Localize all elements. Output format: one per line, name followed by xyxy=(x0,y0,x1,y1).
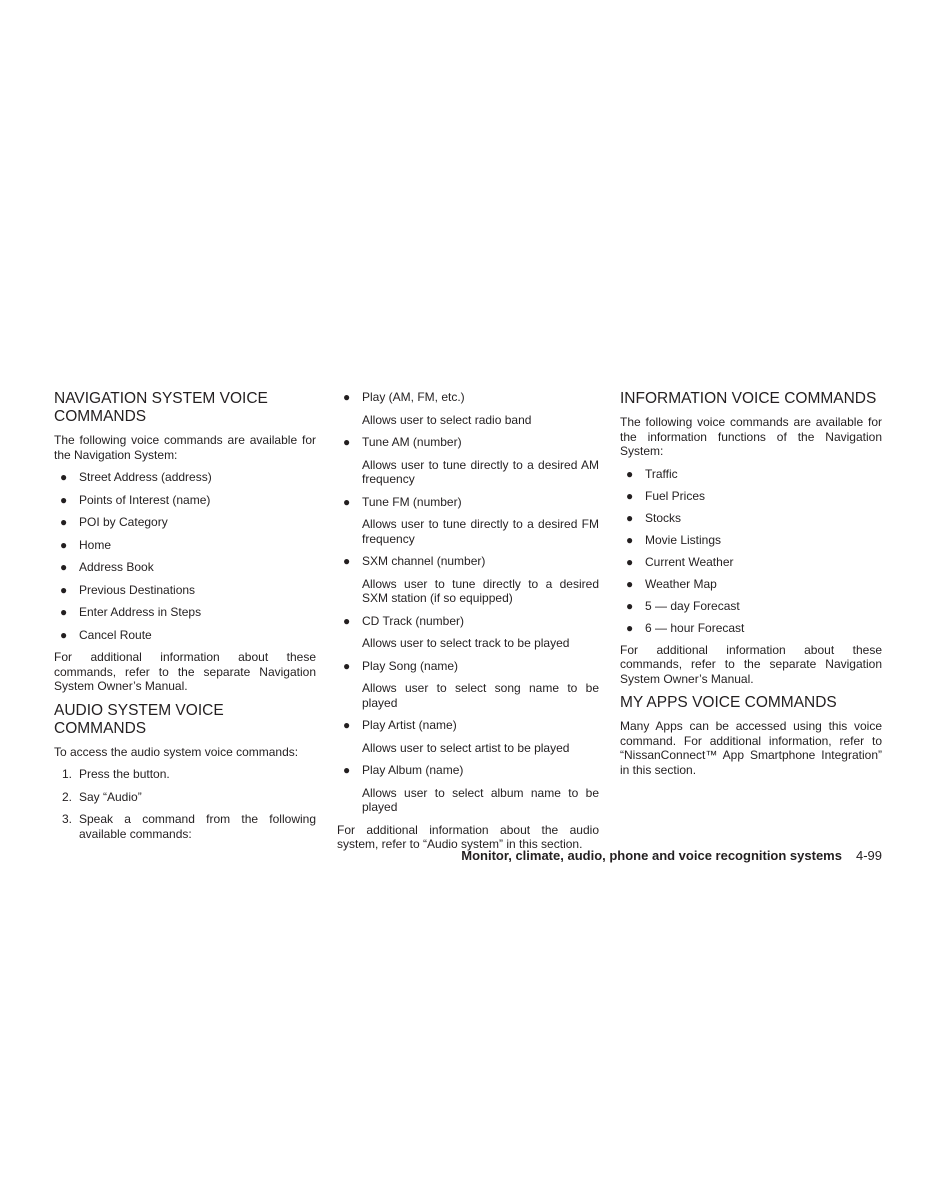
page-footer xyxy=(461,847,882,865)
bullet-icon: ● xyxy=(60,515,68,529)
list-item: ● Previous Destinations xyxy=(60,582,196,597)
nav-note: For additional information about these commands, refer to the separate Navigation System Owner’s Manual. xyxy=(54,650,316,693)
list-item: ● SXM channel (number) xyxy=(343,554,486,568)
list-item: ● Movie Listings xyxy=(626,532,722,547)
bullet-icon: ● xyxy=(60,537,68,552)
column-left xyxy=(54,390,316,849)
command-description: Allows user to select song name to be played xyxy=(362,681,599,710)
command-description: Allows user to select radio band xyxy=(362,412,532,427)
audio-note: For additional information about the audio system, refer to “Audio system” in this section. xyxy=(337,822,599,851)
list-item: ● Weather Map xyxy=(626,576,717,591)
audio-intro: To access the audio system voice commands: xyxy=(54,744,299,759)
command-description: Allows user to select artist to be played xyxy=(362,740,570,755)
footer-title: Monitor, climate, audio, phone and voice recognition systems xyxy=(461,848,842,863)
audio-command-list-part xyxy=(337,763,599,778)
info-command-list xyxy=(620,467,882,636)
audio-command-list-part xyxy=(337,554,599,569)
list-item: ● Play (AM, FM, etc.) xyxy=(343,390,465,404)
list-item: ● Cancel Route xyxy=(60,627,152,642)
bullet-icon: ● xyxy=(626,554,634,569)
apps-heading: MY APPS VOICE COMMANDS xyxy=(620,694,837,711)
bullet-icon: ● xyxy=(343,658,351,673)
list-item: ● Home xyxy=(60,537,112,552)
bullet-icon: ● xyxy=(343,390,351,404)
list-item: ● Street Address (address) xyxy=(60,470,212,484)
step-item: 1. Press the button. xyxy=(62,767,170,781)
audio-command-list-part xyxy=(337,614,599,629)
list-item: ● 5 — day Forecast xyxy=(626,598,740,613)
page-number: 4-99 xyxy=(855,848,882,863)
list-item: ● Points of Interest (name) xyxy=(60,492,211,507)
bullet-icon: ● xyxy=(343,718,351,732)
step-item: 2. Say “Audio” xyxy=(62,789,142,804)
audio-command-list-part xyxy=(337,718,599,733)
audio-command-list-part xyxy=(337,435,599,450)
list-item: ● Play Album (name) xyxy=(343,763,464,777)
list-item: ● Play Artist (name) xyxy=(343,718,457,732)
bullet-icon: ● xyxy=(626,532,634,547)
command-description: Allows user to select album name to be played xyxy=(362,785,599,814)
nav-heading: NAVIGATION SYSTEM VOICE COMMANDS xyxy=(54,390,268,425)
bullet-icon: ● xyxy=(60,605,68,619)
list-item: ● Stocks xyxy=(626,510,682,525)
nav-command-list xyxy=(54,470,316,642)
bullet-icon: ● xyxy=(626,598,634,613)
command-description: Allows user to tune directly to a desired SXM station (if so equipped) xyxy=(362,576,599,605)
list-item: ● CD Track (number) xyxy=(343,613,465,628)
audio-steps xyxy=(54,767,316,841)
bullet-icon: ● xyxy=(626,488,634,503)
bullet-icon: ● xyxy=(60,492,68,507)
audio-heading: AUDIO SYSTEM VOICE COMMANDS xyxy=(54,701,224,737)
apps-text: Many Apps can be accessed using this voice command. For additional information, refer to “NissanConnect™ App Smartphone Integration” in this section. xyxy=(620,719,882,777)
bullet-icon: ● xyxy=(343,494,351,509)
list-item: ● POI by Category xyxy=(60,515,168,529)
bullet-icon: ● xyxy=(343,613,351,628)
column-right xyxy=(620,390,882,785)
bullet-icon: ● xyxy=(626,510,634,525)
step-item: 3. Speak a command from the following available commands: xyxy=(62,812,316,841)
list-item: ● Tune AM (number) xyxy=(343,435,462,449)
bullet-icon: ● xyxy=(60,470,68,484)
list-item: ● 6 — hour Forecast xyxy=(626,620,745,635)
info-intro: The following voice commands are available for the information functions of the Navigation System: xyxy=(620,415,882,458)
list-item: ● Address Book xyxy=(60,560,154,574)
list-item: ● Current Weather xyxy=(626,554,734,569)
column-middle xyxy=(337,390,599,860)
list-item: ● Play Song (name) xyxy=(343,658,459,673)
command-description: Allows user to tune directly to a desired AM frequency xyxy=(362,457,599,486)
audio-command-list-part xyxy=(337,659,599,674)
nav-intro: The following voice commands are available for the Navigation System: xyxy=(54,433,316,462)
bullet-icon: ● xyxy=(60,582,68,597)
bullet-icon: ● xyxy=(626,620,634,635)
bullet-icon: ● xyxy=(626,466,634,481)
bullet-icon: ● xyxy=(626,576,634,591)
command-description: Allows user to select track to be played xyxy=(362,636,570,650)
bullet-icon: ● xyxy=(343,554,351,568)
bullet-icon: ● xyxy=(60,560,68,574)
info-note: For additional information about these commands, refer to the separate Navigation System Owner’s Manual. xyxy=(620,642,882,686)
list-item: ● Traffic xyxy=(626,466,678,481)
bullet-icon: ● xyxy=(343,763,351,777)
audio-command-list xyxy=(337,390,599,405)
bullet-icon: ● xyxy=(60,627,68,642)
audio-command-list-part xyxy=(337,495,599,510)
command-description: Allows user to tune directly to a desired FM frequency xyxy=(362,517,599,546)
list-item: ● Fuel Prices xyxy=(626,488,706,503)
list-item: ● Tune FM (number) xyxy=(343,494,462,509)
bullet-icon: ● xyxy=(343,435,351,449)
list-item: ● Enter Address in Steps xyxy=(60,605,202,619)
info-heading: INFORMATION VOICE COMMANDS xyxy=(620,390,877,407)
